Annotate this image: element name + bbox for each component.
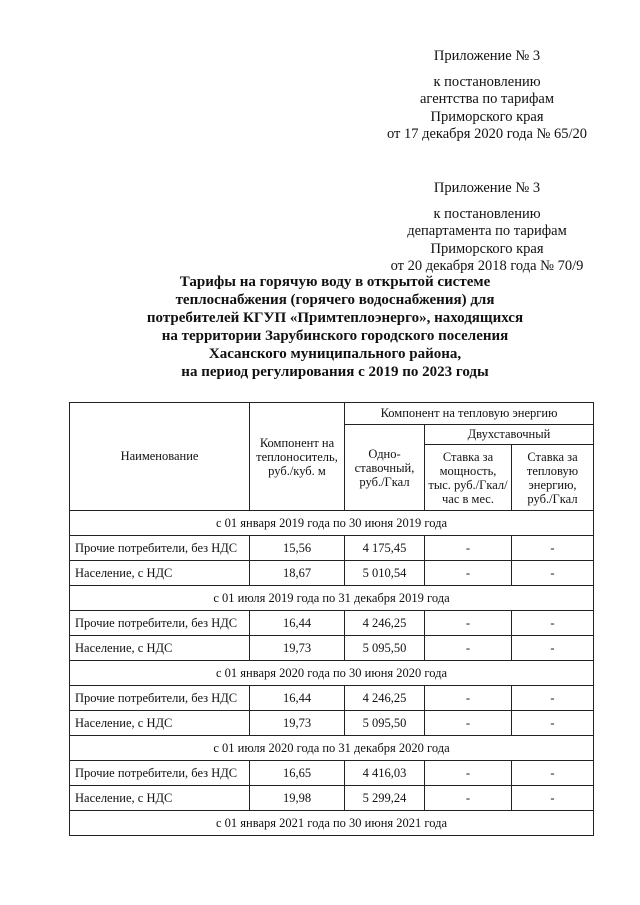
cell-energy: - (512, 636, 594, 661)
appendix-title: Приложение № 3 (433, 48, 541, 64)
table-row (70, 636, 594, 661)
appendix-line: Приморского края (430, 108, 544, 125)
appendix-block-agency (372, 48, 602, 144)
cell-carrier: 15,56 (250, 536, 345, 561)
table-row (70, 786, 594, 811)
cell-carrier: 16,65 (250, 761, 345, 786)
table-row (70, 761, 594, 786)
cell-single: 4 175,45 (345, 536, 425, 561)
appendix-line: Приморского края (430, 240, 544, 257)
cell-carrier: 18,67 (250, 561, 345, 586)
row-name: Население, с НДС (70, 636, 250, 661)
table-row (70, 561, 594, 586)
cell-carrier: 19,98 (250, 786, 345, 811)
cell-carrier: 16,44 (250, 611, 345, 636)
period-label: с 01 января 2021 года по 30 июня 2021 года (70, 811, 594, 836)
cell-capacity: - (425, 536, 512, 561)
cell-single: 4 416,03 (345, 761, 425, 786)
cell-energy: - (512, 711, 594, 736)
appendix-line: к постановлению (433, 205, 541, 222)
cell-capacity: - (425, 786, 512, 811)
table-row (70, 686, 594, 711)
cell-carrier: 16,44 (250, 686, 345, 711)
cell-capacity: - (425, 686, 512, 711)
row-name: Население, с НДС (70, 711, 250, 736)
cell-energy: - (512, 686, 594, 711)
period-label: с 01 июля 2019 года по 31 декабря 2019 года (70, 586, 594, 611)
cell-capacity: - (425, 611, 512, 636)
appendix-line: к постановлению (433, 73, 541, 90)
tariff-table (69, 402, 594, 836)
cell-capacity: - (425, 561, 512, 586)
row-name: Прочие потребители, без НДС (70, 686, 250, 711)
table-row (70, 711, 594, 736)
title-line: Хасанского муниципального района, (208, 346, 462, 362)
cell-energy: - (512, 761, 594, 786)
cell-single: 5 095,50 (345, 636, 425, 661)
row-name: Прочие потребители, без НДС (70, 761, 250, 786)
header-name: Наименование (70, 403, 250, 511)
cell-energy: - (512, 536, 594, 561)
period-label: с 01 января 2019 года по 30 июня 2019 года (70, 511, 594, 536)
appendix-title: Приложение № 3 (433, 180, 541, 196)
row-name: Население, с НДС (70, 561, 250, 586)
period-label: с 01 января 2020 года по 30 июня 2020 года (70, 661, 594, 686)
cell-carrier: 19,73 (250, 711, 345, 736)
cell-energy: - (512, 561, 594, 586)
appendix-block-department (372, 180, 602, 276)
cell-capacity: - (425, 636, 512, 661)
header-carrier: Компонент на теплоноситель, руб./куб. м (250, 403, 345, 511)
cell-single: 4 246,25 (345, 686, 425, 711)
appendix-line: департамента по тарифам (407, 223, 567, 239)
header-single-rate: Одно-ставочный, руб./Гкал (345, 425, 425, 511)
cell-single: 4 246,25 (345, 611, 425, 636)
header-capacity-rate: Ставка за мощность, тыс. руб./Гкал/час в мес. (425, 445, 512, 511)
period-label: с 01 июля 2020 года по 31 декабря 2020 года (70, 736, 594, 761)
title-line: потребителей КГУП «Примтеплоэнерго», находящихся (146, 310, 524, 326)
header-energy: Компонент на тепловую энергию (345, 403, 594, 425)
table-row (70, 611, 594, 636)
row-name: Прочие потребители, без НДС (70, 536, 250, 561)
title-line: Тарифы на горячую воду в открытой системе (179, 274, 491, 290)
appendix-line: от 17 декабря 2020 года № 65/20 (386, 126, 588, 142)
cell-single: 5 299,24 (345, 786, 425, 811)
cell-energy: - (512, 786, 594, 811)
title-line: на период регулирования с 2019 по 2023 годы (181, 364, 489, 380)
row-name: Прочие потребители, без НДС (70, 611, 250, 636)
cell-capacity: - (425, 761, 512, 786)
table-row (70, 536, 594, 561)
appendix-line: от 20 декабря 2018 года № 70/9 (390, 258, 584, 274)
header-energy-rate: Ставка за тепловую энергию, руб./Гкал (512, 445, 594, 511)
title-line: на территории Зарубинского городского поселения (161, 328, 509, 344)
header-two-rate: Двухставочный (425, 425, 594, 445)
cell-capacity: - (425, 711, 512, 736)
cell-single: 5 010,54 (345, 561, 425, 586)
title-line: теплоснабжения (горячего водоснабжения) для (175, 292, 495, 308)
cell-carrier: 19,73 (250, 636, 345, 661)
row-name: Население, с НДС (70, 786, 250, 811)
document-title (100, 273, 570, 381)
cell-energy: - (512, 611, 594, 636)
cell-single: 5 095,50 (345, 711, 425, 736)
appendix-line: агентства по тарифам (420, 91, 554, 107)
